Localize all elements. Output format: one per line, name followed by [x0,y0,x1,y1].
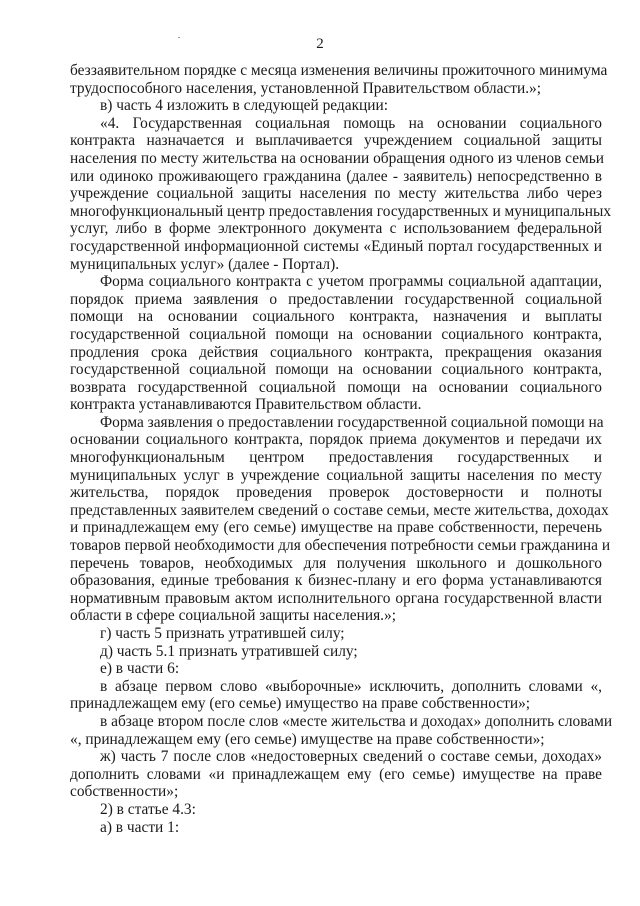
text-line: порядок приема заявления о предоставлении государственной социальной [70,290,602,308]
text-line: многофункциональный центр предоставления государственных и муниципальных [70,202,612,220]
text-line: многофункциональным центром предоставления государственных и [70,449,602,467]
text-line: в абзаце втором после слов «месте жительства и доходах» дополнить словами [100,712,613,730]
text-line: г) часть 5 признать утратившей силу; [100,625,345,642]
text-line: государственной социальной помощи на основании социального контракта, [70,325,602,343]
text-line: населения по месту жительства на основании обращения одного из членов семьи [70,149,605,167]
text-line: государственной социальной помощи на основании социального контракта, [70,361,602,379]
text-line: продления срока действия социального контракта, прекращения оказания [70,343,602,361]
text-line: 2) в статье 4.3: [100,800,196,818]
text-line: области в сфере социальной защиты населения.»; [70,607,396,625]
text-line: в) часть 4 изложить в следующей редакции: [100,97,389,115]
text-line: собственности»; [70,783,179,801]
text-line: услуг, либо в форме электронного документа с использованием федеральной [70,220,602,238]
text-line: «, принадлежащем ему (его семье) имуществе на праве собственности»; [70,730,545,748]
text-line: д) часть 5.1 признать утратившей силу; [100,642,358,660]
text-line: или одиноко проживающего гражданина (далее - заявитель) непосредственно в [70,167,602,185]
text-line: Форма заявления о предоставлении государственной социальной помощи на [100,413,604,431]
text-line: а) в части 1: [100,818,180,836]
document-body [70,62,613,836]
text-line: возврата государственной социальной помощи на основании социального [70,378,602,396]
text-line: учреждение социальной защиты населения по месту жительства либо через [70,185,602,203]
text-line: контракта назначается и выплачивается учреждением социальной защиты [70,132,602,150]
text-line: государственной информационной системы «Единый портал государственных и [70,237,602,255]
text-line: перечень товаров, необходимых для получения школьного и дошкольного [70,554,602,572]
text-line: Форма социального контракта с учетом программы социальной адаптации, [100,273,602,291]
text-line: муниципальных услуг» (далее - Портал). [70,255,340,273]
text-line: беззаявительном порядке с месяца изменения величины прожиточного минимума [70,62,608,79]
text-line: е) в части 6: [100,660,180,678]
text-line: образования, единые требования к бизнес-плану и его форма устанавливаются [70,572,602,590]
text-line: основании социального контракта, порядок приема документов и передачи их [70,431,602,449]
text-line: контракта устанавливаются Правительством области. [70,396,422,414]
text-line: и принадлежащем ему (его семье) имуществе на праве собственности, перечень [70,519,602,537]
text-line: помощи на основании социального контракта, назначения и выплаты [70,308,602,326]
text-line: ж) часть 7 после слов «недостоверных сведений о составе семьи, доходах» [100,748,602,766]
text-line: товаров первой необходимости для обеспечения потребности семьи гражданина и [70,537,611,555]
text-line: «4. Государственная социальная помощь на основании социального [100,114,602,132]
text-line: трудоспособного населения, установленной Правительством области.»; [70,79,542,97]
text-line: дополнить словами «и принадлежащем ему (его семье) имуществе на праве [70,765,602,783]
text-line: муниципальных услуг в учреждение социальной защиты населения по месту [70,466,602,484]
text-line: представленных заявителем сведений о составе семьи, месте жительства, доходах [70,501,609,519]
text-line: принадлежащем ему (его семье) имущество на праве собственности»; [70,695,531,713]
text-line: нормативным правовым актом исполнительного органа государственной власти [70,589,602,607]
text-line: в абзаце первом слово «выборочные» исключить, дополнить словами «, [100,677,602,695]
page-number: 2 [316,36,324,52]
text-line: жительства, порядок проведения проверок достоверности и полноты [70,484,602,502]
